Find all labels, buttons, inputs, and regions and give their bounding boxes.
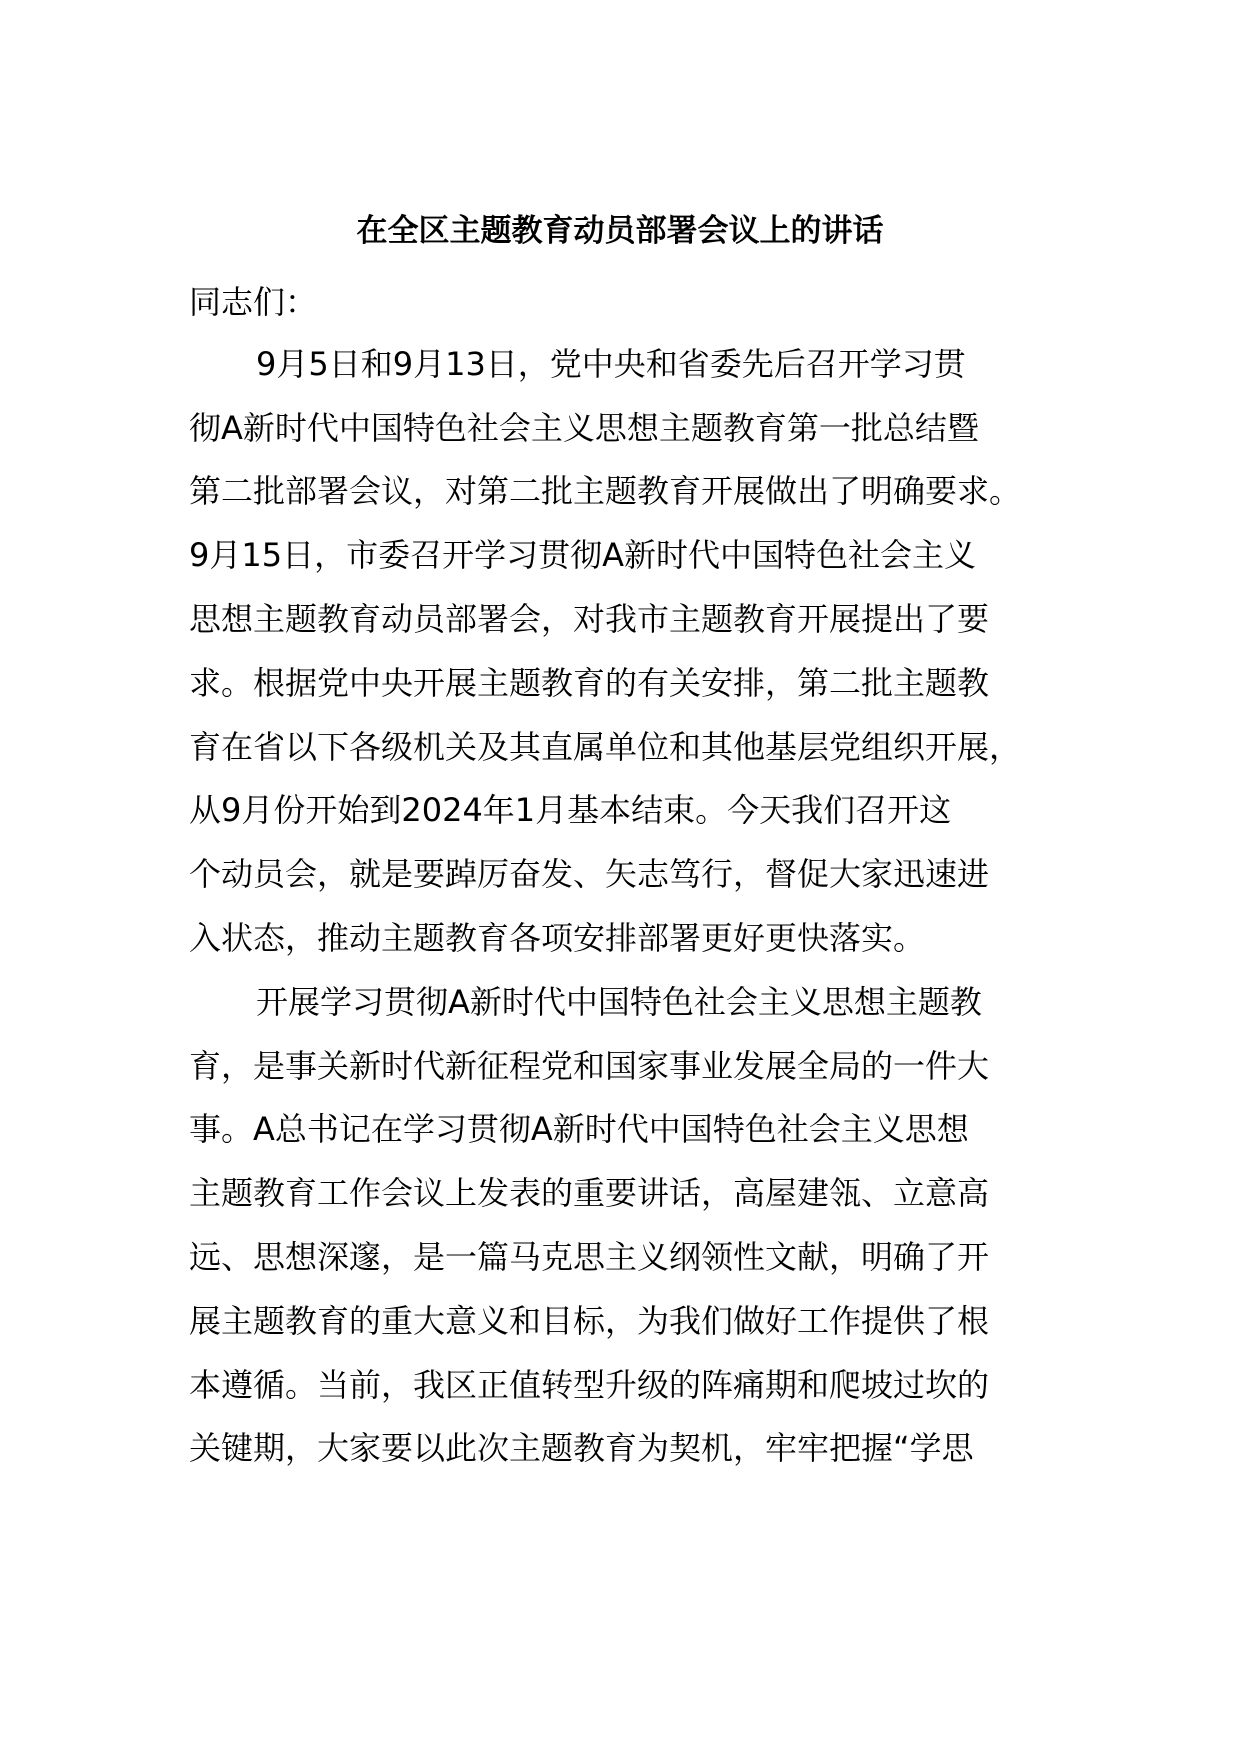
paragraph-line: 主题教育工作会议上发表的重要讲话，高屋建瓴、立意高 bbox=[189, 1174, 990, 1212]
paragraph-line: 求。根据党中央开展主题教育的有关安排，第二批主题教 bbox=[189, 664, 990, 702]
paragraph-line: 第二批部署会议，对第二批主题教育开展做出了明确要求。 bbox=[189, 472, 1022, 510]
paragraph-line: 9月15日，市委召开学习贯彻A新时代中国特色社会主义 bbox=[189, 536, 976, 574]
paragraph-line: 9月5日和9月13日，党中央和省委先后召开学习贯 bbox=[256, 345, 966, 383]
paragraph-line: 事。A总书记在学习贯彻A新时代中国特色社会主义思想 bbox=[189, 1110, 969, 1148]
paragraph-line: 远、思想深邃，是一篇马克思主义纲领性文献，明确了开 bbox=[189, 1238, 990, 1276]
paragraph-line: 展主题教育的重大意义和目标，为我们做好工作提供了根 bbox=[189, 1302, 990, 1340]
paragraph-line: 关键期，大家要以此次主题教育为契机，牢牢把握“学思 bbox=[189, 1429, 974, 1467]
salutation: 同志们： bbox=[189, 283, 318, 321]
paragraph-line: 从9月份开始到2024年1月基本结束。今天我们召开这 bbox=[189, 791, 952, 829]
paragraph-line: 本遵循。当前，我区正值转型升级的阵痛期和爬坡过坎的 bbox=[189, 1366, 990, 1404]
paragraph-line: 思想主题教育动员部署会，对我市主题教育开展提出了要 bbox=[189, 600, 990, 638]
paragraph-line: 育，是事关新时代新征程党和国家事业发展全局的一件大 bbox=[189, 1047, 990, 1085]
document-title: 在全区主题教育动员部署会议上的讲话 bbox=[356, 213, 884, 249]
paragraph-line: 个动员会，就是要踔厉奋发、矢志笃行，督促大家迅速进 bbox=[189, 855, 990, 893]
paragraph-line: 育在省以下各级机关及其直属单位和其他基层党组织开展， bbox=[189, 728, 1022, 766]
paragraph-line: 开展学习贯彻A新时代中国特色社会主义思想主题教 bbox=[256, 983, 982, 1021]
paragraph-line: 入状态，推动主题教育各项安排部署更好更快落实。 bbox=[189, 919, 926, 957]
paragraph-line: 彻A新时代中国特色社会主义思想主题教育第一批总结暨 bbox=[189, 409, 979, 447]
